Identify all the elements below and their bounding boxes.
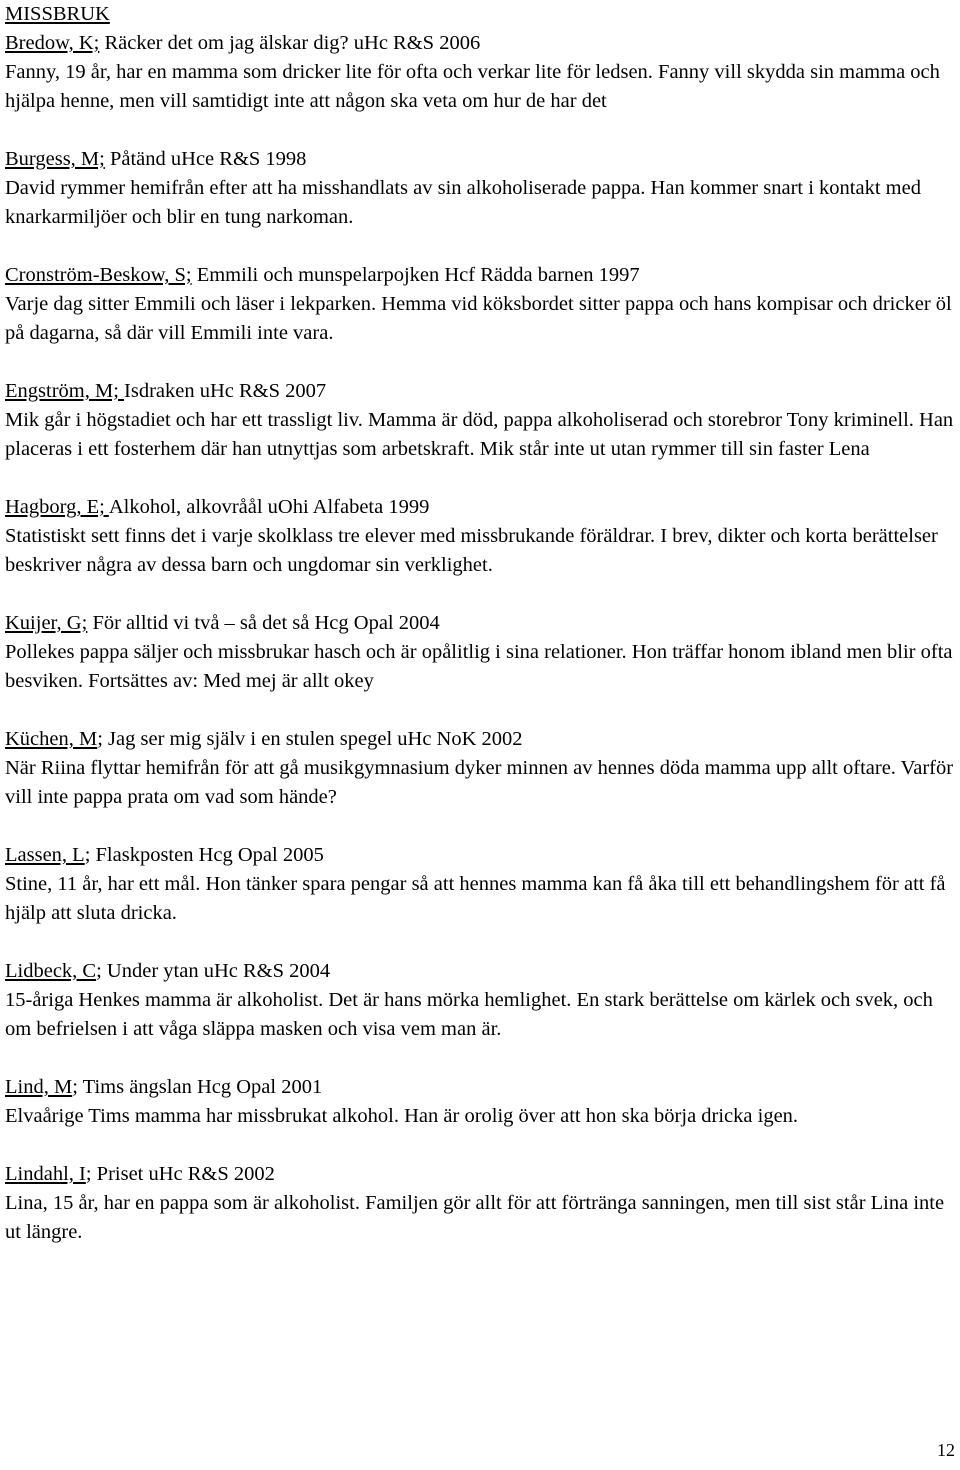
entry-description: Varje dag sitter Emmili och läser i lekparken. Hemma vid köksbordet sitter pappa och hans kompisar och dricker öl på dagarna, så där vill Emmili inte vara. [5, 293, 952, 344]
entry-title-publisher: ; Under ytan uHc R&S 2004 [96, 960, 331, 982]
entry-author: Lind, M [5, 1076, 73, 1098]
entry-author: Burgess, M; [5, 148, 105, 170]
entry-title-publisher: Räcker det om jag älskar dig? uHc R&S 2006 [99, 32, 481, 54]
entry-header [5, 1160, 955, 1189]
entry-description: 15-åriga Henkes mamma är alkoholist. Det är hans mörka hemlighet. En stark berättelse om kärlek och svek, och om befrielsen i att våga släppa masken och visa vem man är. [5, 989, 933, 1040]
book-entry [5, 1160, 955, 1247]
entry-header [5, 493, 955, 522]
entry-author: Hagborg, E; [5, 496, 109, 518]
entry-header [5, 957, 955, 986]
entry-description: Mik går i högstadiet och har ett trassligt liv. Mamma är död, pappa alkoholiserad och storebror Tony kriminell. Han placeras i ett fosterhem där han utnyttjas som arbetskraft. Mik står inte ut utan rymmer till sin faster Lena [5, 409, 954, 460]
entry-header [5, 1073, 955, 1102]
entry-author: Kuijer, G; [5, 612, 88, 634]
entry-author: Engström, M; [5, 380, 125, 402]
entry-header [5, 609, 955, 638]
entry-header [5, 841, 955, 870]
entry-description: Statistiskt sett finns det i varje skolklass tre elever med missbrukande föräldrar. I brev, dikter och korta berättelser beskriver några av dessa barn och ungdomar sin verklighet. [5, 525, 938, 576]
entry-title-publisher: Alkohol, alkovråål uOhi Alfabeta 1999 [108, 496, 430, 518]
entry-author: Cronström-Beskow, S; [5, 264, 192, 286]
entry-description: Elvaårige Tims mamma har missbrukat alkohol. Han är orolig över att hon ska börja dricka igen. [5, 1105, 799, 1127]
book-entry [5, 493, 955, 580]
book-entry [5, 29, 955, 116]
entry-description: När Riina flyttar hemifrån för att gå musikgymnasium dyker minnen av hennes döda mamma upp allt oftare. Varför vill inte pappa prata om vad som hände? [5, 757, 954, 808]
entry-description: Stine, 11 år, har ett mål. Hon tänker spara pengar så att hennes mamma kan få åka till ett behandlingshem för att få hjälp att sluta dricka. [5, 873, 946, 924]
entry-header [5, 145, 955, 174]
entry-title-publisher: Emmili och munspelarpojken Hcf Rädda barnen 1997 [191, 264, 640, 286]
entry-title-publisher: För alltid vi två – så det så Hcg Opal 2004 [87, 612, 440, 634]
entry-header [5, 377, 955, 406]
book-entry [5, 725, 955, 812]
entry-description: Lina, 15 år, har en pappa som är alkoholist. Familjen gör allt för att förtränga sanningen, men till sist står Lina inte ut längre. [5, 1192, 945, 1243]
entry-author: Bredow, K; [5, 32, 100, 54]
book-entry [5, 841, 955, 928]
book-entry [5, 609, 955, 696]
entry-title-publisher: Isdraken uHc R&S 2007 [124, 380, 327, 402]
document-page [5, 0, 955, 1276]
entry-author: Küchen, M [5, 728, 98, 750]
book-entry [5, 377, 955, 464]
section-heading: MISSBRUK [5, 3, 110, 25]
entry-title-publisher: ; Flaskposten Hcg Opal 2005 [84, 844, 324, 866]
entry-title-publisher: ; Priset uHc R&S 2002 [85, 1163, 275, 1185]
entry-author: Lidbeck, C [5, 960, 97, 982]
book-entry [5, 261, 955, 348]
entry-title-publisher: ; Tims ängslan Hcg Opal 2001 [72, 1076, 323, 1098]
entry-header [5, 261, 955, 290]
entry-description: Pollekes pappa säljer och missbrukar hasch och är opålitlig i sina relationer. Hon träffar honom ibland men blir ofta besviken. Fortsättes av: Med mej är allt okey [5, 641, 953, 692]
entry-description: Fanny, 19 år, har en mamma som dricker lite för ofta och verkar lite för ledsen. Fanny vill skydda sin mamma och hjälpa henne, men vill samtidigt inte att någon ska veta om hur de har det [5, 61, 940, 112]
page-number: 12 [937, 1440, 955, 1460]
book-entry [5, 145, 955, 232]
entry-title-publisher: ; Jag ser mig själv i en stulen spegel uHc NoK 2002 [97, 728, 523, 750]
entry-header [5, 29, 955, 58]
book-entry [5, 1073, 955, 1131]
entry-author: Lassen, L [5, 844, 85, 866]
book-entry [5, 957, 955, 1044]
entry-title-publisher: Påtänd uHce R&S 1998 [104, 148, 307, 170]
entry-author: Lindahl, I [5, 1163, 86, 1185]
entry-description: David rymmer hemifrån efter att ha misshandlats av sin alkoholiserade pappa. Han kommer snart i kontakt med knarkarmiljöer och blir en tung narkoman. [5, 177, 921, 228]
entry-header [5, 725, 955, 754]
